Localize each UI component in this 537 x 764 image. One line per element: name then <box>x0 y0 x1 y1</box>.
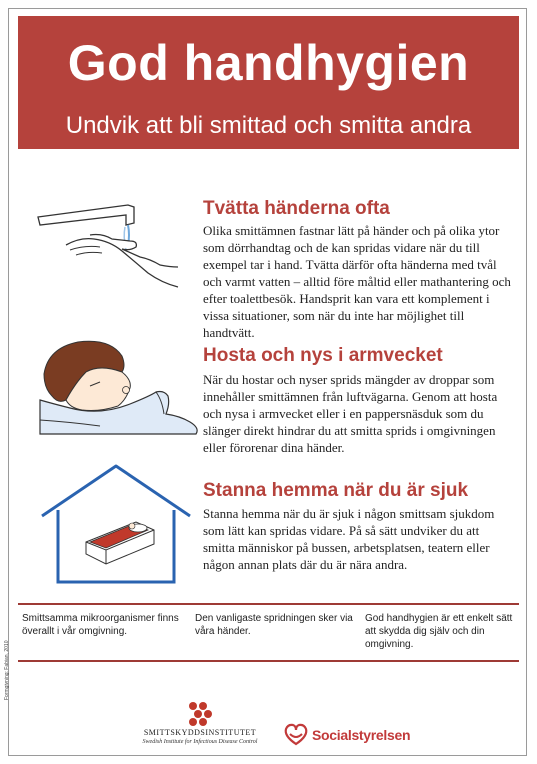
page-subtitle: Undvik att bli smittad och smitta andra <box>65 112 472 139</box>
house-bed-icon <box>36 462 196 587</box>
footer-rule-bottom <box>18 660 519 662</box>
smi-name: SMITTSKYDDSINSTITUTET <box>143 728 257 737</box>
credit-text: Formgivning: Fabian, 2010 <box>4 640 10 700</box>
section-body-home: Stanna hemma när du är sjuk i någon smittsam sjukdom som lätt kan spridas vidare. På så sätt undviker du att smitta människor på bussen, arbetsplatsen, teatern eller någon annan plats där du är nära andra. <box>203 506 495 572</box>
page-title: God handhygien <box>67 35 470 91</box>
socialstyrelsen-name: Socialstyrelsen <box>312 727 411 743</box>
hand-washing-icon <box>30 195 200 300</box>
footer-col-3: God handhygien är ett enkelt sätt att skydda dig själv och din omgivning. <box>365 613 513 650</box>
footer-col-1: Smittsamma mikroorganismer finns överallt i vår omgivning. <box>22 613 179 637</box>
footer-rule-top <box>18 603 519 605</box>
section-body-wash: Olika smittämnen fastnar lätt på händer och på olika ytor som dörrhandtag och de kan spridas vidare när du till exempel tar i hand. Tvätta därför ofta händerna med tvål och varmt vatten – alltid före måltid eller mathantering och efter toalettbesök. Handsprit kan vara ett komplement i vissa situationer, som när du inte har möjlighet till handtvätt. <box>203 223 511 340</box>
smittskyddsinstitutet-logo <box>140 700 260 750</box>
footer-col-2: Den vanligaste spridningen sker via våra händer. <box>195 613 353 637</box>
title-banner <box>18 16 519 149</box>
section-heading-wash: Tvätta händerna ofta <box>203 198 390 219</box>
section-body-cough: När du hostar och nyser sprids mängder av droppar som innehåller smittämnen från luftvägarna. Genom att hosta och nysa i armvecket eller i en pappersnäsduk som du slänger direkt hindrar du att smitta sprids i omgivningen eller förorenar dina händer. <box>203 372 498 455</box>
cough-elbow-icon <box>30 330 210 440</box>
socialstyrelsen-emblem-icon <box>282 722 310 748</box>
smi-subtitle: Swedish Institute for Infectious Disease Control <box>142 739 258 745</box>
section-heading-home: Stanna hemma när du är sjuk <box>203 480 469 501</box>
section-heading-cough: Hosta och nys i armvecket <box>203 345 443 366</box>
smi-emblem-icon <box>184 700 218 728</box>
